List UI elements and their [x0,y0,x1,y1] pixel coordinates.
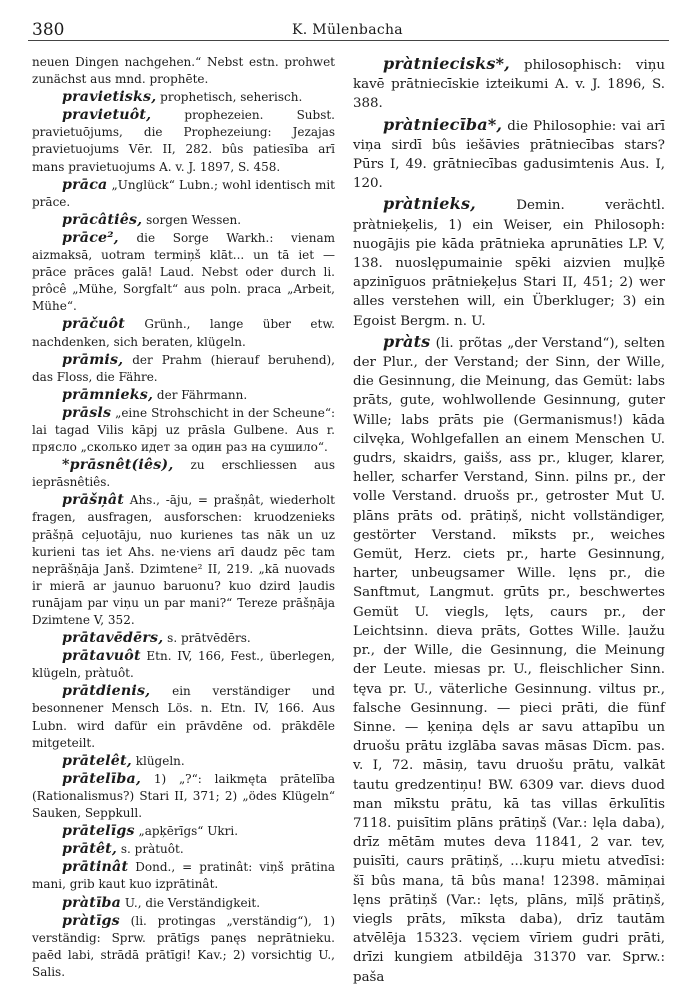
entry-text: „eine Strohschicht in der Scheune“: lai tagad Vilis kāpj uz prāsla Gulbene. Aus r. прясло „сколько идет за один раз на сушило“. [32,405,335,455]
left-column [32,54,335,982]
right-column [353,54,665,988]
entry-headword: prāca [62,176,108,193]
entry-headword: prātelība, [62,770,141,787]
entry-headword: prāmis, [62,351,124,368]
dictionary-entry [32,316,335,350]
entry-headword: prāmnieks, [62,386,154,403]
entry-headword: *prāsnêt(iês), [62,457,174,474]
dictionary-entry [353,54,665,114]
entry-headword: prācâtiês, [62,211,143,228]
entry-headword: prātavēdērs, [62,630,164,647]
entry-text: der Fährmann. [153,387,248,402]
dictionary-entry [32,753,335,770]
dictionary-entry [32,89,335,106]
entry-headword: pràtniecisks*, [383,54,510,73]
entry-text: prophezeien. Subst. pravietuōjums, die Prophezeiung: Jezajas pravietuojums Vēr. II, 282. bûs patiesība arī mans pravietuojums A. v. J. 1897, S. 458. [32,108,335,174]
entry-headword: prātelīgs [62,823,135,840]
entry-text: s. pràtuôt. [117,842,184,857]
dictionary-entry [32,859,335,893]
entry-text: die Sorge Warkh.: vienam aizmaksā, uotram termiņš klāt... un tā iet — prāce prāces galā! Laud. Nebst oder durch li. prôcê „Mühe, Sorgfalt“ aus poln. praca „Arbeit, Mühe“. [32,230,335,314]
dictionary-entry [32,352,335,386]
entry-continuation [32,54,335,88]
entry-text: prophetisch, seherisch. [156,90,303,105]
entry-text: sorgen Wessen. [142,212,242,227]
dictionary-entry [32,771,335,822]
entry-headword: prāsls [62,404,112,421]
entry-text: Demin. verächtl. pràtnieķelis, 1) ein Weiser, ein Philosoph: nuogājis pie kāda prātnieka aprunāties LP. V, 138. nuoslępumainie spēki aizvien muļķē apzinīguos prātnieķeļus Stari II, 451; 2) wer alles verstehen will, ein Überkluger; 3) ein Egoist Bergm. n. U. [353,198,665,329]
header-rule [28,40,669,41]
dictionary-entry [32,913,335,981]
entry-text: s. prātvēdērs. [163,631,251,646]
entry-text: Etn. IV, 166, Fest., überlegen, klügeln, pràtuôt. [32,649,335,681]
entry-headword: prāčuôt [62,316,125,333]
entry-headword: prāce², [62,229,119,246]
dictionary-entry [32,492,335,629]
entry-text: Dond., = pratinât: viņš prātina mani, grib kaut kuo izprātinât. [32,860,335,892]
dictionary-entry [32,457,335,491]
entry-headword: prātêt, [62,841,118,858]
entry-headword: pràtnieks, [383,194,476,214]
dictionary-entry [32,405,335,456]
entry-text: U., die Verständigkeit. [121,895,261,910]
dictionary-entry [32,387,335,404]
dictionary-entry [32,823,335,840]
entry-headword: pràtība [62,894,122,911]
dictionary-entry [32,630,335,647]
entry-text: philosophisch: viņu kavē prātniecīskie izteikumi A. v. J. 1896, S. 388. [353,58,665,112]
entry-text: 1) „?“: laikmęta prātelība (Rationalismus?) Stari II, 371; 2) „ödes Klügeln“ Sauken, Seppkull. [32,771,335,821]
page-number: 380 [32,20,65,40]
entry-headword: prātinât [62,859,129,876]
entry-text: „Unglück“ Lubn.; wohl identisch mit prāce. [32,177,335,209]
dictionary-entry [32,212,335,229]
page-header [28,10,667,40]
dictionary-entry [32,648,335,682]
dictionary-entry [353,194,665,330]
entry-text: ein verständiger und besonnener Mensch Lös. n. Etn. IV, 166. Aus Lubn. wird dafür ein prāvdēne od. prākdēle mitgeteilt. [32,684,335,750]
dictionary-entry [32,895,335,912]
dictionary-entry [32,177,335,211]
entry-headword: prāšņât [62,492,125,509]
entry-headword: pravietisks, [62,89,157,106]
entry-text: (li. protingas „verständig“), 1) verständig: Sprw. prātīgs panęs neprātnieku. paēd labi, strādā prātīgi! Kav.; 2) vorsichtig U., Salis. [32,913,335,979]
dictionary-entry [32,230,335,315]
entry-headword: pràts [383,331,431,351]
dictionary-entry [32,683,335,751]
entry-headword: pràtīgs [62,912,120,929]
entry-headword: prātelêt, [62,752,132,769]
entry-headword: pravietuôt, [62,107,152,124]
entry-text: Ahs., -āju, = prašņât, wiederholt fragen, ausfragen, ausforschen: kruodzenieks prāšņā ceļuotāju, nuo kurienes tas nāk un uz kurieni tas iet Ahs. ne·viens arī daudz pēc tam neprāšņāja Janš. Dzimtene² II, 219. „kā nuovads ir mierā ar jaunuo baruonu? kuo dzird ļaudis runājam par viņu un par mani?“ Tereze prāšņāja Dzimtene V, 352. [32,493,335,627]
dictionary-entry [353,332,665,987]
dictionary-entry [353,115,665,194]
running-title: K. Mülenbacha [292,22,403,38]
dictionary-entry [32,107,335,175]
entry-text: (li. prõtas „der Verstand“), selten der Plur., der Verstand; der Sinn, der Wille, die Gesinnung, die Meinung, das Gemüt: labs prāts, gute, wohlwollende Gesinnung, guter Wille; labs prāts pie (Germanismus!) kāda cilvęka, Wohlgefallen an einem Menschen U. gudrs, skaidrs, gaišs, ass pr., kluger, klarer, heller, scharfer Verstand, Sinn. pilns pr., der volle Verstand. druošs pr., getroster Mut U. plāns prāts od. prātiņš, nicht vollständiger, gestörter Verstand. mīksts pr., weiches Gemüt, Herz. ciets pr., harte Gesinnung, harter, unbeugsamer Wille. lęns pr., die Sanftmut, Langmut. grūts pr., beschwertes Gemüt U. viegls, lęts, caurs pr., der Leichtsinn. dieva prāts, Gottes Wille. ļaužu pr., der Wille, die Gesinnung, die Meinung der Leute. miesas pr. U., fleischlicher Sinn. tęva pr. U., väterliche Gesinnung. viltus pr., falsche Gesinnung. — pieci prāti, die fünf Sinne. — ķeniņa dęls ar savu attapību un druošu prātu izglāba savas māsas Dīcm. pas. v. I, 72. māsiņ, tavu druošu prātu, valkāt tautu gredzentiņu! BW. 6309 var. dievs duod man mīkstu prātu, kā tas villas ērkulītis 7118. puisītim plāns prātiņš (Var.: lęla daba), drīz mētām mutes deva 11841, 2 var. tev, puisīti, caurs prātiņš, ...kuŗu mietu atvedīsi: šī bûs mana, tā bûs mana! 12398. māmiņai lęns prātiņš (Var.: lęts, plāns, mīļš prātiņš, viegls prāts, mīksta daba), drīz tautām atvēlēja 15323. vęciem vīriem gudri prāti, drīzi kungiem atbildēja 31370 var. Sprw.: paša [353,335,665,985]
dictionary-entry [32,841,335,858]
entry-headword: prātavuôt [62,648,141,665]
entry-text: der Prahm (hierauf beruhend), das Floss, die Fähre. [32,352,335,384]
entry-text: Grünh., lange über etw. nachdenken, sich beraten, klügeln. [32,317,335,349]
entry-text: die Philosophie: vai arī viņa sirdī bûs iešāvies prātniecības stars? Pūrs I, 49. grātniecības gadusimtenis Aus. I, 120. [353,118,665,192]
entry-text: zu erschliessen aus ieprāsnêtiês. [32,458,335,490]
entry-headword: pràtniecība*, [383,114,503,134]
entry-text: klügeln. [131,753,185,768]
entry-headword: prātdienis, [62,683,151,700]
entry-text: neuen Dingen nachgehen.“ Nebst estn. prohwet zunächst aus mnd. prophēte. [32,55,335,87]
entry-text: „apķērīgs“ Ukri. [134,824,239,839]
